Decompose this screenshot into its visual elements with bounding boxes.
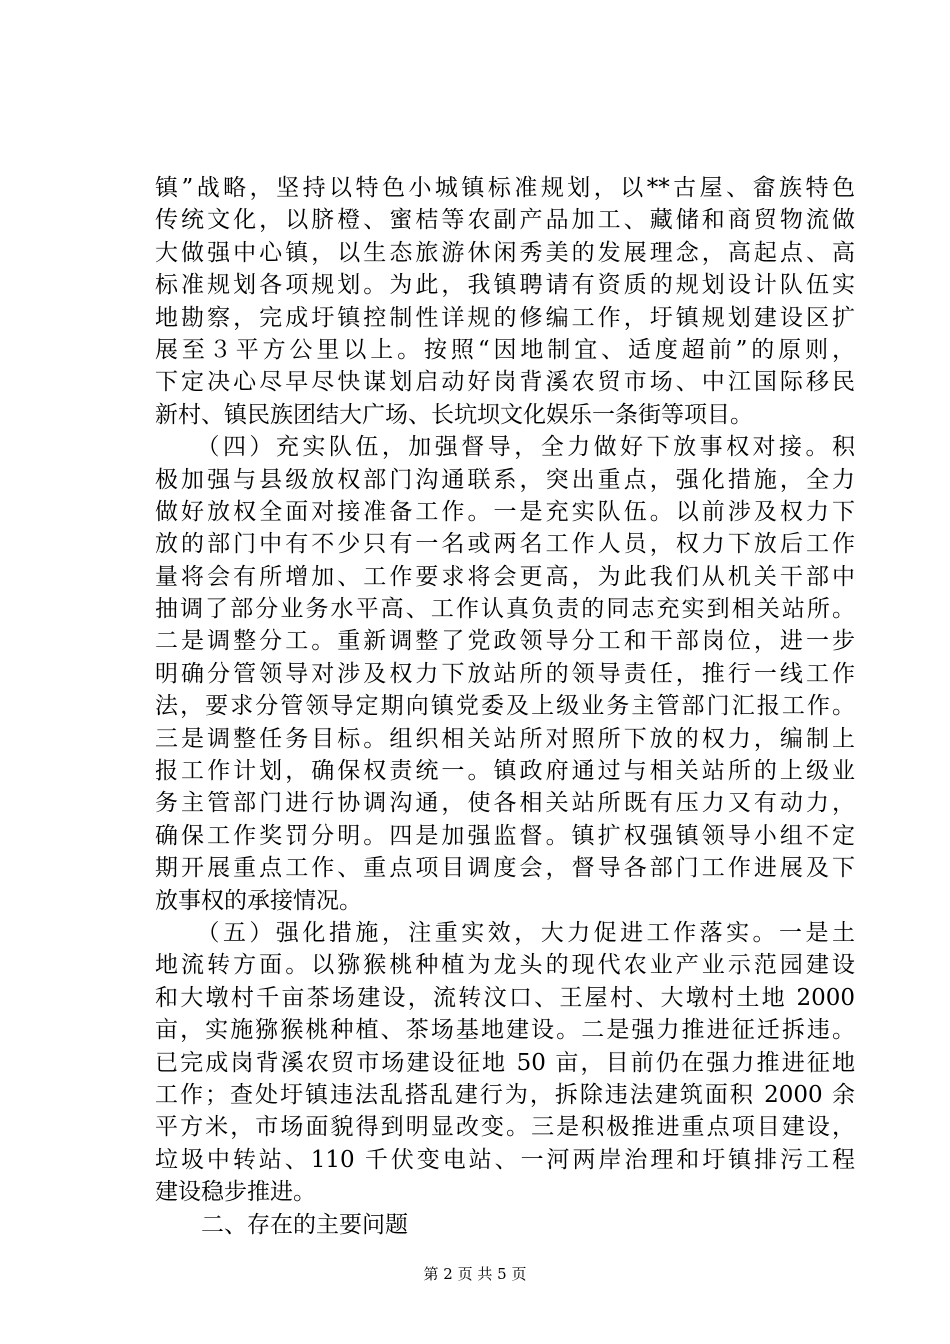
body-text — [155, 172, 855, 1241]
text-line: 和大墩村千亩茶场建设，流转汶口、王屋村、大墩村土地 2000 — [155, 984, 855, 1011]
text-line: （四）充实队伍，加强督导，全力做好下放事权对接。积 — [155, 434, 855, 461]
text-line: 新村、镇民族团结大广场、长坑坝文化娱乐一条街等项目。 — [155, 401, 753, 428]
text-line: 量将会有所增加、工作要求将会更高，为此我们从机关干部中 — [155, 563, 855, 590]
text-line: 法，要求分管领导定期向镇党委及上级业务主管部门汇报工作。 — [155, 693, 855, 720]
page-footer: 第 2 页 共 5 页 — [423, 1265, 527, 1283]
text-line: 亩，实施猕猴桃种植、茶场基地建设。二是强力推进征迁拆违。 — [155, 1017, 855, 1044]
text-line: 报工作计划，确保权责统一。镇政府通过与相关站所的上级业 — [155, 758, 855, 785]
text-line: 二是调整分工。重新调整了党政领导分工和干部岗位，进一步 — [155, 628, 855, 655]
text-line: 传统文化，以脐橙、蜜桔等农副产品加工、藏储和商贸物流做 — [155, 207, 855, 234]
text-line: 工作；查处圩镇违法乱搭乱建行为，拆除违法建筑面积 2000 余 — [155, 1081, 855, 1108]
text-line: 二、存在的主要问题 — [155, 1211, 408, 1238]
text-line: 镇”战略，坚持以特色小城镇标准规划，以**古屋、畲族特色 — [155, 175, 855, 201]
text-line: 务主管部门进行协调沟通，使各相关站所既有压力又有动力， — [155, 790, 855, 817]
text-line: 明确分管领导对涉及权力下放站所的领导责任，推行一线工作 — [155, 660, 855, 687]
text-line: 建设稳步推进。 — [155, 1179, 316, 1206]
text-line: 地勘察，完成圩镇控制性详规的修编工作，圩镇规划建设区扩 — [155, 304, 855, 331]
text-line: 大做强中心镇，以生态旅游休闲秀美的发展理念，高起点、高 — [155, 239, 855, 266]
text-line: 期开展重点工作、重点项目调度会，督导各部门工作进展及下 — [155, 855, 855, 882]
text-line: 标准规划各项规划。为此，我镇聘请有资质的规划设计队伍实 — [155, 272, 855, 299]
text-line: 垃圾中转站、110 千伏变电站、一河两岸治理和圩镇排污工程 — [155, 1146, 855, 1173]
text-line: 做好放权全面对接准备工作。一是充实队伍。以前涉及权力下 — [155, 498, 855, 525]
text-line: 展至３平方公里以上。按照“因地制宜、适度超前”的原则， — [155, 336, 855, 363]
text-line: 极加强与县级放权部门沟通联系，突出重点，强化措施，全力 — [155, 466, 855, 493]
text-line: 已完成岗背溪农贸市场建设征地 50 亩，目前仍在强力推进征地 — [155, 1049, 855, 1076]
text-line: 地流转方面。以猕猴桃种植为龙头的现代农业产业示范园建设 — [155, 952, 855, 979]
text-line: 三是调整任务目标。组织相关站所对照所下放的权力，编制上 — [155, 725, 855, 752]
text-line: 平方米，市场面貌得到明显改变。三是积极推进重点项目建设， — [155, 1114, 855, 1141]
text-line: （五）强化措施，注重实效，大力促进工作落实。一是土 — [155, 919, 855, 946]
text-line: 抽调了部分业务水平高、工作认真负责的同志充实到相关站所。 — [155, 596, 855, 623]
text-line: 放事权的承接情况。 — [155, 887, 362, 914]
text-line: 放的部门中有不少只有一名或两名工作人员，权力下放后工作 — [155, 531, 855, 558]
text-line: 下定决心尽早尽快谋划启动好岗背溪农贸市场、中江国际移民 — [155, 369, 855, 396]
text-line: 确保工作奖罚分明。四是加强监督。镇扩权强镇领导小组不定 — [155, 822, 855, 849]
